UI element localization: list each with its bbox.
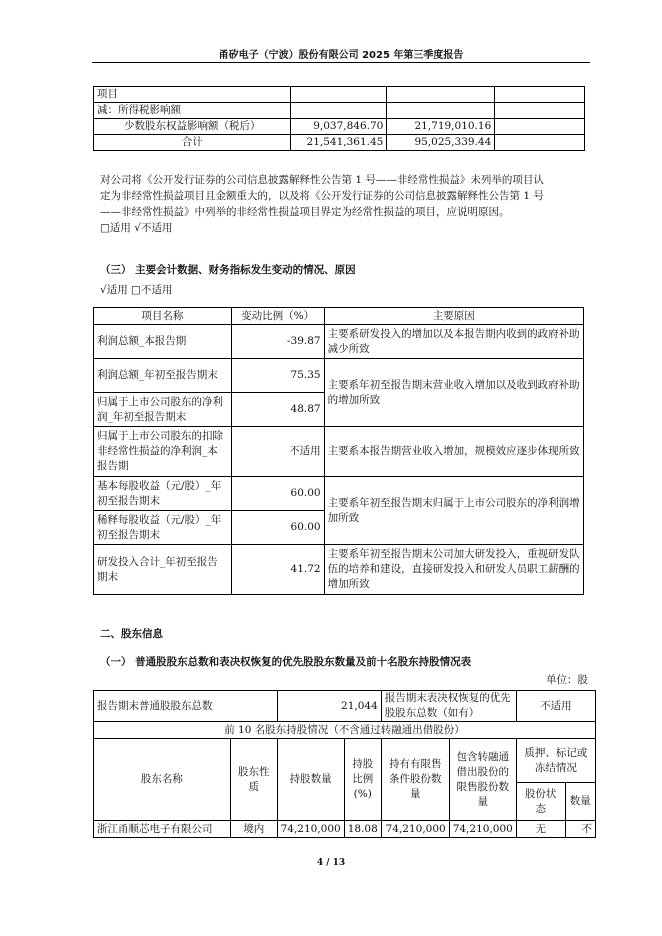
table-cell: 项目 <box>94 87 291 103</box>
note-paragraph <box>100 172 590 236</box>
report-header: 甬矽电子（宁波）股份有限公司 2025 年第三季度报告 <box>218 50 464 61</box>
column-header: 股东性质 <box>230 739 277 821</box>
shareholder-qty: 74,210,000 <box>277 821 344 838</box>
table-cell: 21,541,361.45 <box>291 135 387 151</box>
column-header: 包含转融通借出股份的限售股份数量 <box>449 739 516 821</box>
table-header-row <box>94 739 596 783</box>
pref-value: 不适用 <box>516 691 595 722</box>
table-row <box>94 545 584 595</box>
column-header: 持有有限售条件股份数量 <box>381 739 449 821</box>
non-recurring-table <box>93 86 585 151</box>
table-cell: 合计 <box>94 135 291 151</box>
shareholder-name: 浙江甬顺芯电子有限公司 <box>94 821 231 838</box>
paragraph-line: 定为非经常性损益项目且金额重大的，以及将《公开发行证券的公司信息披露解释性公告第 1 号 <box>100 190 544 202</box>
table-cell <box>387 87 495 103</box>
change-ratio: 41.72 <box>231 545 324 595</box>
pledge-qty: 不 <box>565 821 595 838</box>
column-header: 质押、标记或冻结情况 <box>516 739 595 783</box>
column-header: 股东名称 <box>94 739 231 821</box>
header-divider <box>92 62 590 63</box>
table-row <box>94 87 585 103</box>
item-name: 利润总额_年初至报告期末 <box>94 359 232 393</box>
shareholder-lending: 74,210,000 <box>449 821 516 838</box>
table-cell <box>495 135 585 151</box>
reason: 主要系研发投入的增加以及本报告期内收到的政府补助减少所致 <box>324 325 583 359</box>
section-heading: 二、股东信息 <box>100 628 163 640</box>
item-name: 归属于上市公司股东的扣除非经常性损益的净利润_本报告期 <box>94 427 232 477</box>
table-row <box>94 135 585 151</box>
table-row <box>94 477 584 511</box>
column-header: 持股数量 <box>277 739 344 821</box>
page-number: 4 / 13 <box>316 858 346 868</box>
table-cell: 21,719,010.16 <box>387 119 495 135</box>
paragraph-line: 对公司将《公开发行证券的公司信息披露解释性公告第 1 号——非经常性损益》未列举的项目认 <box>100 174 544 186</box>
pledge-status: 无 <box>516 821 565 838</box>
item-name: 归属于上市公司股东的净利润_年初至报告期末 <box>94 393 232 427</box>
item-name: 基本每股收益（元/股）_年初至报告期末 <box>94 477 232 511</box>
table-cell: 减：所得税影响额 <box>94 103 291 119</box>
table-cell: 9,037,846.70 <box>291 119 387 135</box>
table-row <box>94 427 584 477</box>
table-cell: 95,025,339.44 <box>387 135 495 151</box>
reason: 主要系年初至报告期末归属于上市公司股东的净利润增加所致 <box>324 477 583 545</box>
change-ratio: 60.00 <box>231 511 324 545</box>
section-heading: （三） 主要会计数据、财务指标发生变动的情况、原因 <box>100 264 356 276</box>
change-table <box>93 307 584 595</box>
change-ratio: 不适用 <box>231 427 324 477</box>
table-row <box>94 325 584 359</box>
shareholder-restricted: 74,210,000 <box>381 821 449 838</box>
column-header: 数量 <box>565 783 595 821</box>
reason: 主要系年初至报告期末营业收入增加以及收到政府补助的增加所致 <box>324 359 583 427</box>
item-name: 稀释每股收益（元/股）_年初至报告期末 <box>94 511 232 545</box>
shareholder-ratio: 18.08 <box>344 821 381 838</box>
table-cell <box>291 87 387 103</box>
column-header: 变动比例（%） <box>231 308 324 325</box>
item-name: 利润总额_本报告期 <box>94 325 232 359</box>
pref-label: 报告期末表决权恢复的优先股股东总数（如有） <box>381 691 516 722</box>
change-ratio: 60.00 <box>231 477 324 511</box>
column-header: 股份状态 <box>516 783 565 821</box>
total-value: 21,044 <box>277 691 381 722</box>
column-header: 持股比例(%) <box>344 739 381 821</box>
table-row <box>94 119 585 135</box>
change-ratio: 48.87 <box>231 393 324 427</box>
sub-heading: （一） 普通股股东总数和表决权恢复的优先股股东数量及前十名股东持股情况表 <box>100 656 472 668</box>
column-header: 项目名称 <box>94 308 232 325</box>
shareholder-nature: 境内 <box>230 821 277 838</box>
column-header: 主要原因 <box>324 308 583 325</box>
total-label: 报告期末普通股股东总数 <box>94 691 278 722</box>
change-ratio: -39.87 <box>231 325 324 359</box>
reason: 主要系本报告期营业收入增加，规模效应逐步体现所致 <box>324 427 583 477</box>
table-cell <box>495 87 585 103</box>
applicable-flag: √适用 □不适用 <box>100 284 173 296</box>
table-row <box>94 103 585 119</box>
table-cell <box>387 103 495 119</box>
table-row <box>94 359 584 393</box>
table-cell <box>291 103 387 119</box>
top10-caption: 前 10 名股东持股情况（不含通过转融通出借股份） <box>94 722 596 739</box>
unit-label: 单位：股 <box>546 674 588 686</box>
table-cell <box>495 119 585 135</box>
table-cell: 少数股东权益影响额（税后） <box>94 119 291 135</box>
reason: 主要系年初至报告期末公司加大研发投入，重视研发队伍的培养和建设，直接研发投入和研发人员职工薪酬的增加所致 <box>324 545 583 595</box>
shareholders-table <box>93 690 596 838</box>
table-row <box>94 722 596 739</box>
applicable-flag: □适用 √不适用 <box>100 222 173 234</box>
item-name: 研发投入合计_年初至报告期末 <box>94 545 232 595</box>
table-row <box>94 821 596 838</box>
paragraph-line: ——非经常性损益》中列举的非经常性损益项目界定为经常性损益的项目，应说明原因。 <box>100 206 510 218</box>
change-ratio: 75.35 <box>231 359 324 393</box>
table-cell <box>495 103 585 119</box>
table-header-row <box>94 308 584 325</box>
table-row <box>94 691 596 722</box>
